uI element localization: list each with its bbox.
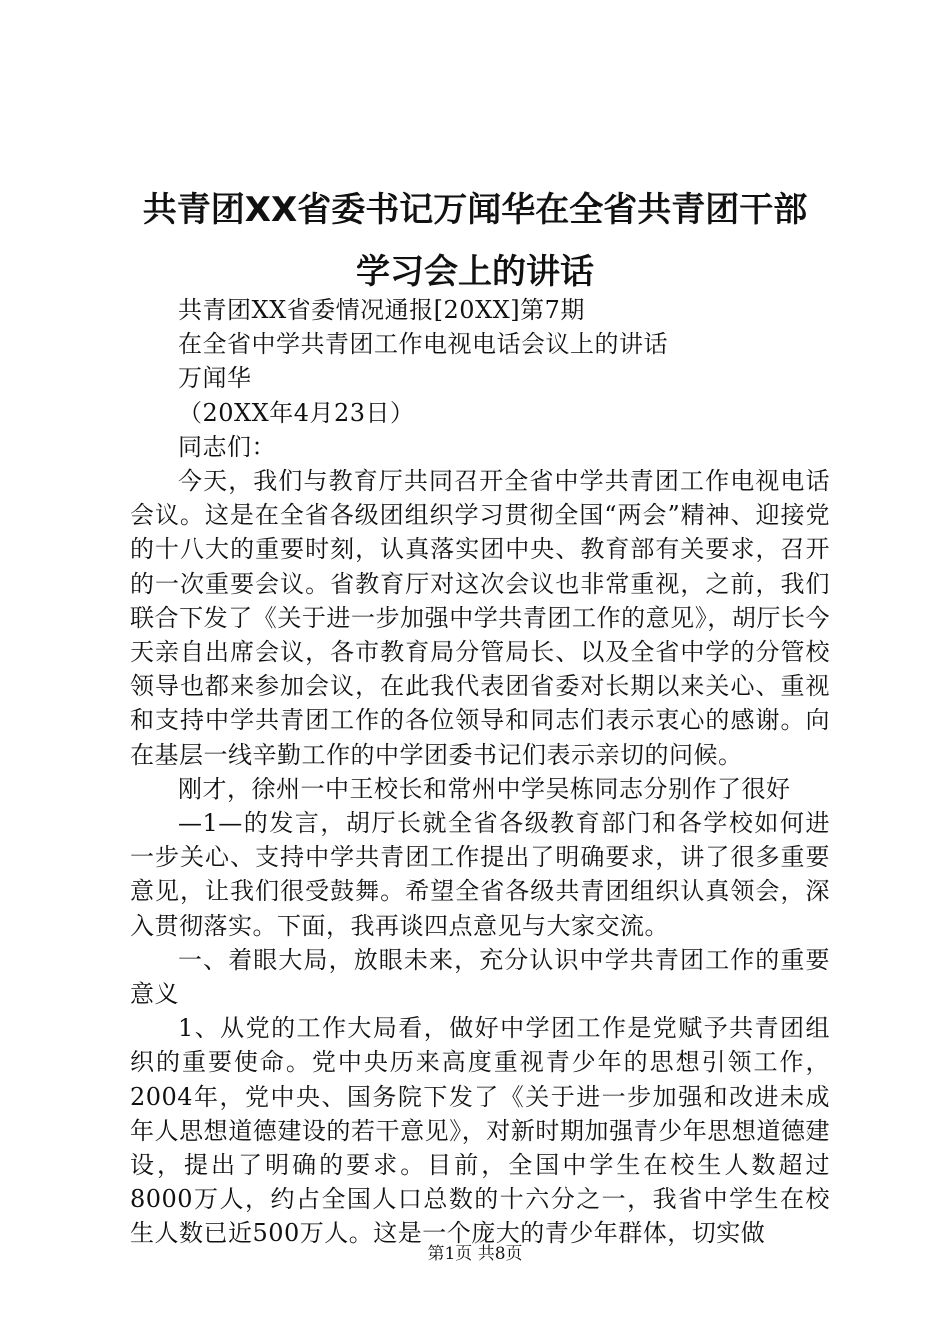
section-heading-1: 一、着眼大局，放眼未来，充分认识中学共青团工作的重要意义 [130,945,830,1009]
document-title-line-2: 学习会上的讲话 [356,252,594,292]
paragraph-point-1: 1、从党的工作大局看，做好中学团工作是党赋予共青团组织的重要使命。党中央历来高度重视青少年的思想引领工作，2004年，党中央、国务院下发了《关于进一步加强和改进未成年人思想道德建设的若干意见》，对新时期加强青少年思想道德建设，提出了明确的要求。目前，全国中学生在校生人数超过8000万人，约占全国人口总数的十六分之一，我省中学生在校生人数已近500万人。这是一个庞大的青少年群体，切实做 [130,1014,830,1248]
paragraph-speakers: 刚才，徐州一中王校长和常州中学吴栋同志分别作了很好 [178,774,791,803]
speech-title-line: 在全省中学共青团工作电视电话会议上的讲话 [178,330,668,359]
page-number-footer: 第1页 共8页 [427,1244,523,1264]
salutation: 同志们： [178,432,276,461]
speech-date: （20XX年4月23日） [178,398,415,427]
paragraph-response: —1—的发言，胡厅长就全省各级教育部门和各学校如何进一步关心、支持中学共青团工作提出了明确要求，讲了很多重要意见，让我们很受鼓舞。希望全省各级共青团组织认真领会，深入贯彻落实。下面，我再谈四点意见与大家交流。 [130,809,830,940]
speaker-name: 万闻华 [178,364,252,393]
document-title-line-1: 共青团XX省委书记万闻华在全省共青团干部 [142,190,808,230]
bulletin-line: 共青团XX省委情况通报[20XX]第7期 [178,296,585,324]
document-body [130,293,830,1251]
paragraph-intro: 今天，我们与教育厅共同召开全省中学共青团工作电视电话会议。这是在全省各级团组织学习贯彻全国“两会”精神、迎接党的十八大的重要时刻，认真落实团中央、教育部有关要求，召开的一次重要会议。省教育厅对这次会议也非常重视，之前，我们联合下发了《关于进一步加强中学共青团工作的意见》，胡厅长今天亲自出席会议，各市教育局分管局长、以及全省中学的分管校领导也都来参加会议，在此我代表团省委对长期以来关心、重视和支持中学共青团工作的各位领导和同志们表示衷心的感谢。向在基层一线辛勤工作的中学团委书记们表示亲切的问候。 [130,467,830,769]
